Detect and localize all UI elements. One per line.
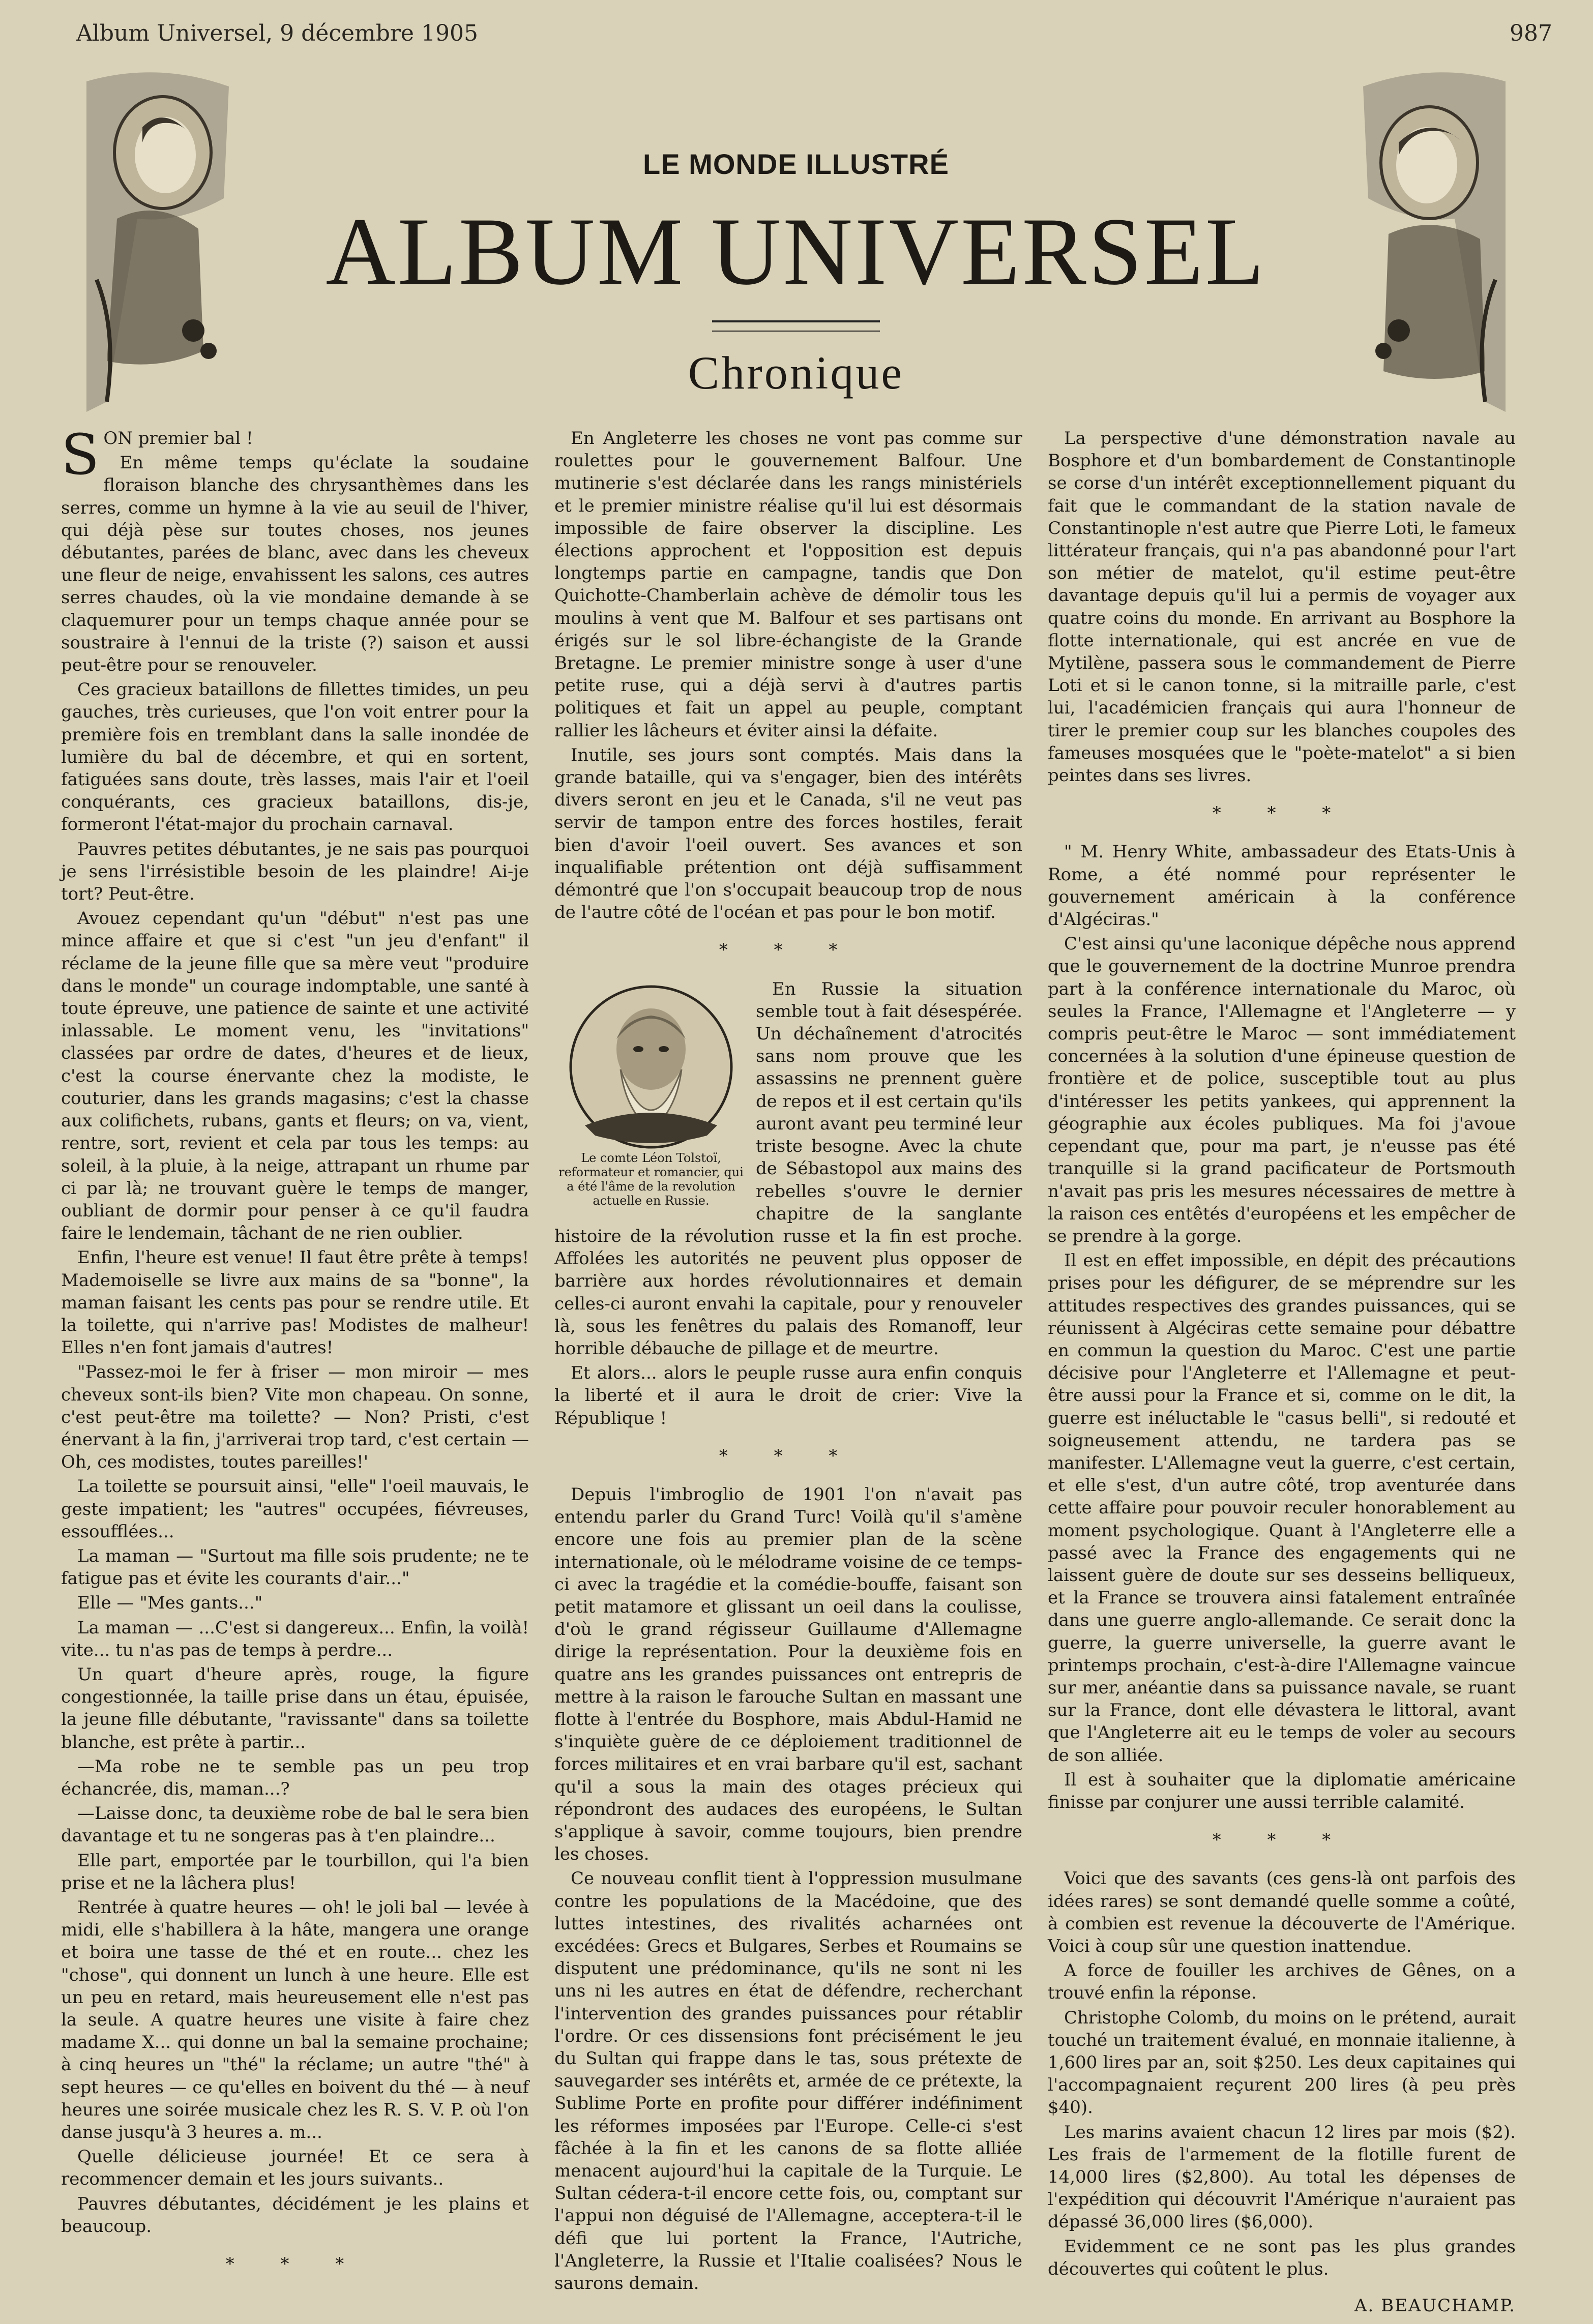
page-number: 987 — [1510, 20, 1552, 46]
paragraph: Depuis l'imbroglio de 1901 l'on n'avait pas entendu parler du Grand Turc! Voilà qu'il s'amène encore une fois au premier plan de la scène internationale, où le mélodrame voisine de ce temps-ci avec la tragédie et la comédie-bouffe, faisant son petit matamore et glissant un oeil dans la coulisse, d'où le grand régisseur Guillaume d'Allemagne dirige la représentation. Pour la deuxième fois en quatre ans les grandes puissances ont entrepris de mettre à la raison le farouche Sultan en massant une flotte à l'entrée du Bosphore, mais Abdul-Hamid ne s'inquiète guère de ce déploiement traditionnel de forces militaires et en vrai barbare qu'il est, sachant qu'il a sous la main des otages précieux qui répondront des audaces des européens, le Sultan s'applique à savoir, comme toujours, bien prendre les choses. — [554, 1484, 1022, 1865]
paragraph: En même temps qu'éclate la soudaine floraison blanche des chrysanthèmes dans les serres, comme un hymne à la vie au seuil de l'hiver, qui déjà pèse sur toutes choses, nos jeunes débutantes, parées de blanc, avec dans les cheveux une fleur de neige, envahissent les salons, ces autres serres chaudes, où la vie mondaine demande à se claquemurer pour un temps chaque année pour se soustraire à l'ennui de la triste (?) saison et aussi peut-être pour se renouveler. — [61, 453, 529, 676]
newspaper-title: ALBUM UNIVERSEL — [326, 198, 1266, 305]
masthead — [76, 66, 1516, 422]
paragraph: " M. Henry White, ambassadeur des Etats-Unis à Rome, a été nommé pour représenter le gouvernement américain à la conférence d'Algéciras." — [1048, 842, 1516, 930]
paragraph: Il est en effet impossible, en dépit des précautions prises pour les défigurer, de se méprendre sur les attitudes respectives des grandes puissances, qui se réunissent à Algéciras cette semaine pour débattre en commun la question du Maroc. C'est une partie décisive pour l'Angleterre et l'Allemagne et peut-être aussi pour la France et si, comme on le dit, la guerre est inéluctable le "casus belli", si redouté et soigneusement attendu, ne tardera pas se manifester. L'Allemagne veut la guerre, c'est certain, et elle s'est, d'un autre côté, trop aventurée dans cette affaire pour pouvoir reculer honorablement au moment psychologique. Quant à l'Angleterre elle a passé avec la France des engagements qui ne laissent guère de doute sur ses desseins belliqueux, et la France se trouvera ainsi fatalement entraînée dans une guerre anglo-allemande. Ce serait donc la guerre, la guerre universelle, la guerre avant le printemps prochain, c'est-à-dire l'Allemagne vaincue sur mer, anéantie dans sa puissance navale, se ruant sur la France, dont elle dévastera le littoral, avant que l'Angleterre ait eu le temps de voler au secours de son alliée. — [1048, 1250, 1516, 1766]
section-separator: * * * — [1212, 803, 1351, 824]
portrait-image — [554, 983, 748, 1151]
paragraph: Voici que des savants (ces gens-là ont parfois des idées rares) se sont demandé quelle somme a coûté, à combien est revenue la découverte de l'Amérique. Voici à coup sûr une question inattendue. — [1048, 1868, 1516, 1956]
portrait-caption: Le comte Léon Tolstoï, reformateur et romancier, qui a été l'âme de la revolution actuelle en Russie. — [558, 1150, 744, 1208]
section-title: Chronique — [688, 347, 904, 399]
drop-cap: S — [61, 422, 100, 487]
paragraph: Avouez cependant qu'un "début" n'est pas une mince affaire et que si c'est "un jeu d'enfant" il réclame de la jeune fille que sa mère veut "produire dans le monde" un courage indomptable, une santé à toute épreuve, une patience de sainte et une activité inlassable. Le moment venu, les "invitations" classées par ordre de dates, d'heures et de lieux, c'est la course énervante chez la modiste, le couturier, dans les grands magasins; c'est la chasse aux colifichets, rubans, gants et fleurs; on va, vient, rentre, sort, revient et cela par tous les temps: au soleil, à la pluie, à la neige, attrapant un rhume par ci par là; ne trouvant guère le temps de manger, oubliant de dormir pour penser à ce qu'il faudra faire le lendemain, tâchant de ne rien oublier. — [61, 908, 529, 1244]
paragraph: Elle — "Mes gants..." — [77, 1593, 263, 1614]
paragraph: La toilette se poursuit ainsi, "elle" l'oeil mauvais, le geste impatient; les "autres" occupées, fiévreuses, essoufflées... — [61, 1476, 529, 1542]
paragraph: Inutile, ses jours sont comptés. Mais dans la grande bataille, qui va s'engager, bien des intérêts divers seront en jeu et le Canada, s'il ne veut pas servir de tampon entre des forces hostiles, ferait bien d'avoir l'oeil ouvert. Ses avances et son inqualifiable prétention ont déjà suffisamment démontré que l'on s'occupait beaucoup trop de nous de l'autre côté de l'océan et pas pour le bon motif. — [554, 744, 1022, 923]
article-column-1 — [61, 422, 529, 2291]
section-separator: * * * — [719, 940, 858, 961]
paragraph: Il est à souhaiter que la diplomatie américaine finisse par conjurer une aussi terrible calamité. — [1048, 1769, 1516, 1812]
paragraph: Christophe Colomb, du moins on le prétend, aurait touché un traitement évalué, en monnaie italienne, à 1,600 lires par an, soit $250. Les deux capitaines qui l'accompagnaient reçurent 200 lires (à peu près $40). — [1048, 2007, 1516, 2118]
paragraph: La perspective d'une démonstration navale au Bosphore et d'un bombardement de Constantinople se corse d'un intérêt exceptionnellement piquant du fait que le commandant de la station navale de Constantinople n'est autre que Pierre Loti, le fameux littérateur français, qui n'a pas abandonné pour l'art son métier de matelot, qu'il estime peut-être davantage depuis qu'il lui a permis de voyager aux quatre coins du monde. En arrivant au Bosphore la flotte internationale, qui est ancrée en vue de Mytilène, passera sous le commandement de Pierre Loti et si le canon tonne, si la mitraille parle, c'est lui, l'académicien français qui aura l'honneur de tirer le premier coup sur les blanches coupoles des fameuses mosquées que le "poète-matelot" a si bien peintes dans ses livres. — [1048, 428, 1516, 786]
title-rule — [712, 320, 880, 332]
supertitle: LE MONDE ILLUSTRÉ — [643, 148, 949, 180]
paragraph: Elle part, emportée par le tourbillon, qui l'a bien prise et ne la lâchera plus! — [61, 1850, 529, 1893]
paragraph: Enfin, l'heure est venue! Il faut être prête à temps! Mademoiselle se livre aux mains de sa "bonne", la maman faisant les cents pas pour se rendre utile. Et la toilette, qui n'arrive pas! Modistes de malheur! Elles n'en font jamais d'autres! — [61, 1247, 529, 1358]
paragraph: En Angleterre les choses ne vont pas comme sur roulettes pour le gouvernement Balfour. Une mutinerie s'est déclarée dans les rangs ministériels et le premier ministre réalise qu'il lui est désormais impossible de faire observer la discipline. Les élections approchent et l'opposition est depuis longtemps partie en campagne, tandis que Don Quichotte-Chamberlain achève de démolir tous les moulins à vent que M. Balfour et ses partisans ont érigés sur le sol libre-échangiste de la Grande Bretagne. Le premier ministre songe à user d'une petite ruse, qui a déjà servi à d'autres partis politiques et fait un appel au peuple, comptant rallier les lâcheurs et éviter ainsi la défaite. — [554, 428, 1022, 741]
paragraph: La maman — ...C'est si dangereux... Enfin, la voilà! vite... tu n'as pas de temps à perdre... — [61, 1617, 529, 1660]
paragraph: Evidemment ce ne sont pas les plus grandes découvertes qui coûtent le plus. — [1048, 2236, 1516, 2279]
paragraph: C'est ainsi qu'une laconique dépêche nous apprend que le gouvernement de la doctrine Munroe prendra part à la conférence internationale du Maroc, où seules la France, l'Allemagne et l'Angleterre — y compris peut-être le Maroc — sont immédiatement concernées à la solution d'une épineuse question de frontière et de police, susceptible tout au plus d'intéresser les petits yankees, qui apprennent la géographie aux écoles publiques. Ma foi j'avoue cependant que, pour ma part, je n'eusse pas été tranquille si la grand pacificateur de Portsmouth n'avait pas pris les mesures nécessaires de mettre à la raison ces entêtés d'européens et les empêcher de se prendre à la gorge. — [1048, 934, 1516, 1246]
paragraph: Un quart d'heure après, rouge, la figure congestionnée, la taille prise dans un étau, épuisée, la jeune fille débutante, "ravissante" dans sa toilette blanche, est prête à partir... — [61, 1664, 529, 1752]
section-separator: * * * — [225, 2254, 365, 2275]
paragraph: Pauvres débutantes, décidément je les plains et beaucoup. — [61, 2193, 529, 2237]
paragraph: Les marins avaient chacun 12 lires par mois ($2). Les frais de l'armement de la flotille furent de 14,000 lires ($2,800). Au total les dépenses de l'expédition qui découvrit l'Amérique n'auraient pas dépassé 36,000 lires ($6,000). — [1048, 2122, 1516, 2232]
paragraph: Ce nouveau conflit tient à l'oppression musulmane contre les populations de la Macédoine, que des luttes intestines, des rivalités acharnées ont excédées: Grecs et Bulgares, Serbes et Roumains se disputent une prédominance, qu'ils ne sont ni les uns ni les autres en état de défendre, recherchant l'intervention des grandes puissances pour rétablir l'ordre. Or ces dissensions font précisément le jeu du Sultan qui frappe dans le tas, sous prétexte de sauvegarder ses intérêts et, armée de ce prétexte, la Sublime Porte en profite pour différer indéfiniment les réformes imposées par l'Europe. Celle-ci s'est fâchée à la fin et les canons de sa flotte alliée menacent aujourd'hui la capitale de la Turquie. Le Sultan cédera-t-il encore cette fois, ou, comptant sur l'appui non déguisé de l'Allemagne, acceptera-t-il le défi que lui portent la France, l'Autriche, l'Angleterre, la Russie et l'Italie coalisées? Nous le saurons demain. — [554, 1868, 1022, 2294]
paragraph: Pauvres petites débutantes, je ne sais pas pourquoi je sens l'irrésistible besoin de les plaindre! Ai-je tort? Peut-être. — [61, 839, 529, 905]
author-signature: A. BEAUCHAMP. — [1354, 2296, 1516, 2316]
paragraph: —Laisse donc, ta deuxième robe de bal le sera bien davantage et tu ne songeras pas à t'en plaindre... — [61, 1803, 529, 1846]
paragraph: —Ma robe ne te semble pas un peu trop échancrée, dis, maman...? — [61, 1756, 529, 1799]
paragraph: A force de fouiller les archives de Gênes, on a trouvé enfin la réponse. — [1048, 1960, 1516, 2004]
paragraph: Rentrée à quatre heures — oh! le joli bal — levée à midi, elle s'habillera à la hâte, mangera une orange et boira une tasse de thé et en route... chez les "chose", qui donnent un lunch à une heure. Elle est un peu en retard, mais heureusement elle n'est pas la seule. A quatre heures une visite à faire chez madame X... qui donne un bal la semaine prochaine; à cinq heures un "thé" la réclame; un autre "thé" à sept heures — ce qu'elles en boivent du thé — à neuf heures une soirée musicale chez les R. S. V. P. où l'on danse jusqu'à 3 heures a. m... — [61, 1897, 529, 2143]
article-column-2 — [554, 427, 1022, 2297]
running-title: Album Universel, 9 décembre 1905 — [76, 20, 478, 46]
section-separator: * * * — [1212, 1830, 1351, 1851]
paragraph: Et alors... alors le peuple russe aura enfin conquis la liberté et il aura le droit de crier: Vive la République ! — [554, 1363, 1022, 1428]
paragraph: Ces gracieux bataillons de fillettes timides, un peu gauches, très curieuses, que l'on voit entrer pour la première fois en tremblant dans la salle inondée de lumière du bal de décembre, et qui en sortent, fatiguées sans doute, très lasses, mais l'air et l'oeil conquérants, ces gracieux bataillons, dis-je, formeront l'état-major du prochain carnaval. — [61, 679, 529, 835]
tolstoy-portrait — [554, 983, 748, 1208]
paragraph: "Passez-moi le fer à friser — mon miroir — mes cheveux sont-ils bien? Vite mon chapeau. On sonne, c'est peut-être ma toilette? — Non? Pristi, c'est énervant à la fin, j'arriverai trop tard, c'est certain — Oh, ces modistes, toutes pareilles!' — [61, 1362, 529, 1473]
article-column-3 — [1048, 427, 1516, 2317]
paragraph: Quelle délicieuse journée! Et ce sera à recommencer demain et les jours suivants.. — [61, 2147, 529, 2190]
paragraph: En Russie la situation semble tout à fait désespérée. Un déchaînement d'atrocités sans nom prouve que les assassins ne prennent guère de repos et il est certain qu'ils auront avant peu terminé leur triste besogne. Avec la chute de Sébastopol aux mains des rebelles s'ouvre le dernier chapitre de la sanglante histoire de la révolution russe et la fin est proche. Affolées les autorités ne peuvent plus opposer de barrière aux hordes révolutionnaires et demain celles-ci auront envahi la capitale, pour y renouveler là, sous les fenêtres du palais des Romanoff, leur horrible débauche de pillage et de meurtre. — [554, 978, 1022, 1359]
paragraph: SON premier bal ! — [61, 422, 253, 487]
section-separator: * * * — [719, 1445, 858, 1466]
paragraph: La maman — "Surtout ma fille sois prudente; ne te fatigue pas et évite les courants d'air..." — [61, 1545, 529, 1589]
running-head — [76, 15, 1552, 51]
